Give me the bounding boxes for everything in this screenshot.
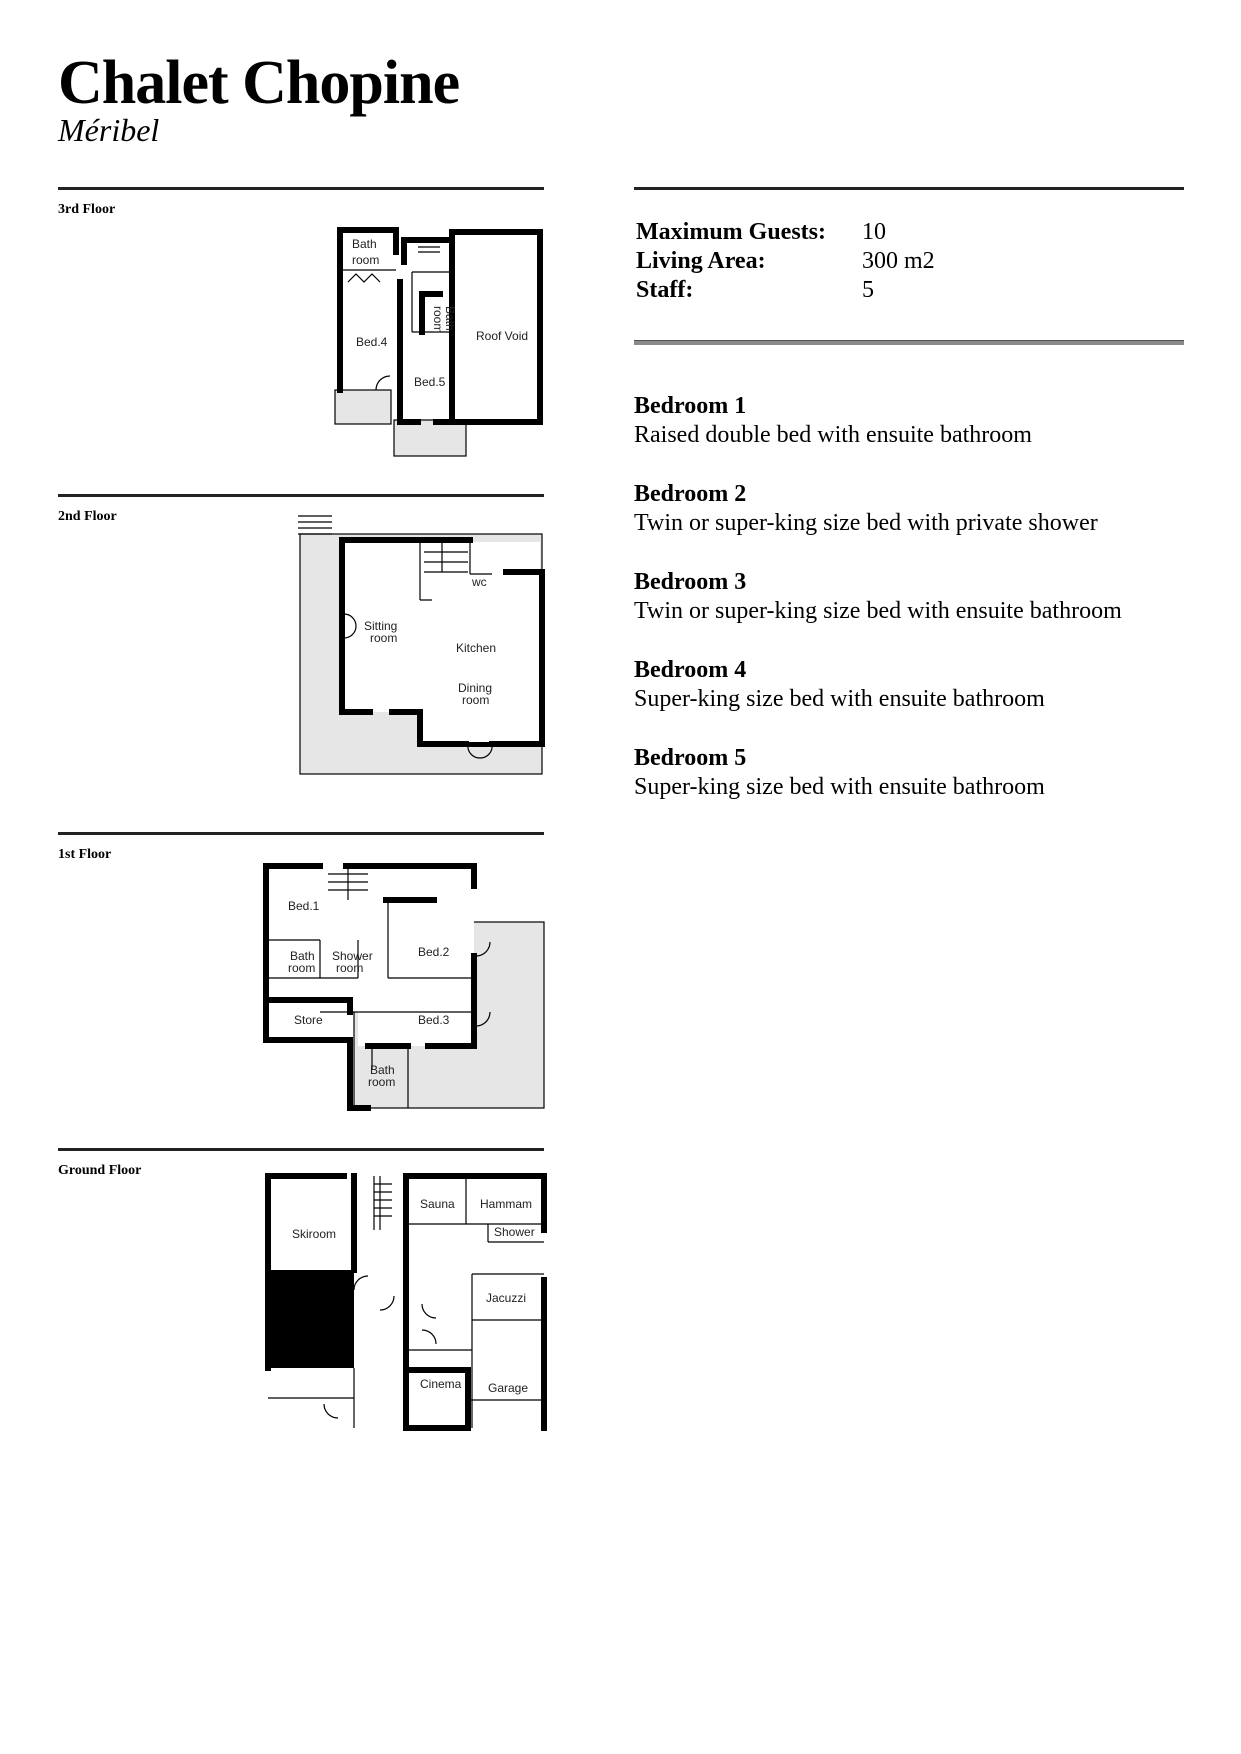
bedroom-list [634,392,1122,832]
location-subtitle: Méribel [58,112,160,148]
floor-plan-2nd [292,512,552,780]
bedroom-item [634,744,1122,802]
room-label: Bed.2 [418,945,450,959]
divider-ground-floor [58,1148,544,1151]
room-label: Hammam [480,1197,533,1211]
room-label: Kitchen [456,641,497,655]
bedroom-name: Bedroom 4 [634,657,747,683]
room-label: Bed.3 [418,1013,450,1027]
room-label: Jacuzzi [486,1291,527,1305]
bedroom-item [634,480,1122,538]
floor-label-2nd: 2nd Floor [58,509,117,524]
room-label: Dining [458,681,493,695]
room-label: room [370,631,398,645]
room-label: Bath [443,306,457,331]
bedroom-name: Bedroom 5 [634,745,747,771]
page-title: Chalet Chopine [58,49,460,117]
room-label: Shower [494,1225,535,1239]
room-label: Bed.5 [414,375,446,389]
divider-1st-floor [58,832,544,835]
bedroom-description: Raised double bed with ensuite bathroom [634,422,1032,448]
floor-plan-1st [258,860,552,1116]
room-label: Garage [488,1381,529,1395]
bedroom-description: Twin or super-king size bed with ensuite bathroom [634,598,1122,624]
stat-value: 5 [862,277,874,303]
stat-label: Staff: [636,277,694,303]
room-label: room [462,693,490,707]
bedroom-item [634,568,1122,626]
bedroom-name: Bedroom 2 [634,481,747,507]
stat-row [636,247,935,276]
room-label: Cinema [420,1377,462,1391]
room-label: Bath [352,237,377,251]
divider-stats-top [634,187,1184,190]
bedroom-item [634,392,1122,450]
room-label: room [431,306,445,334]
room-label: Bed.1 [288,899,320,913]
bedroom-description: Super-king size bed with ensuite bathroom [634,686,1045,712]
room-label: Store [294,1013,323,1027]
room-label: Bath [370,1063,395,1077]
room-label: room [288,961,316,975]
bedroom-item [634,656,1122,714]
room-label: wc [472,575,487,589]
floor-plan-3rd [330,222,550,462]
room-label: Bed.4 [356,335,388,349]
room-label: Skiroom [292,1227,337,1241]
room-label: room [336,961,364,975]
room-label: Shower [332,949,373,963]
property-stats [636,218,935,305]
room-label: Bath [290,949,315,963]
stat-row [636,218,935,247]
room-label: Sauna [420,1197,455,1211]
bedroom-description: Twin or super-king size bed with private shower [634,510,1098,536]
stat-row [636,276,935,305]
room-label: room [368,1075,396,1089]
divider-2nd-floor [58,494,544,497]
divider-stats-bottom [634,340,1184,345]
bedroom-name: Bedroom 1 [634,393,747,419]
bedroom-name: Bedroom 3 [634,569,747,595]
stat-label: Maximum Guests: [636,219,826,245]
stat-value: 300 m2 [862,248,935,274]
floor-plan-ground [262,1170,552,1440]
room-label: Roof Void [476,329,529,343]
room-label: Sitting [364,619,398,633]
floor-label-1st: 1st Floor [58,847,112,862]
divider-3rd-floor [58,187,544,190]
bedroom-description: Super-king size bed with ensuite bathroom [634,774,1045,800]
floor-label-3rd: 3rd Floor [58,202,116,217]
floor-label-ground: Ground Floor [58,1163,142,1178]
stat-value: 10 [862,219,886,245]
stat-label: Living Area: [636,248,766,274]
room-label: room [352,253,380,267]
